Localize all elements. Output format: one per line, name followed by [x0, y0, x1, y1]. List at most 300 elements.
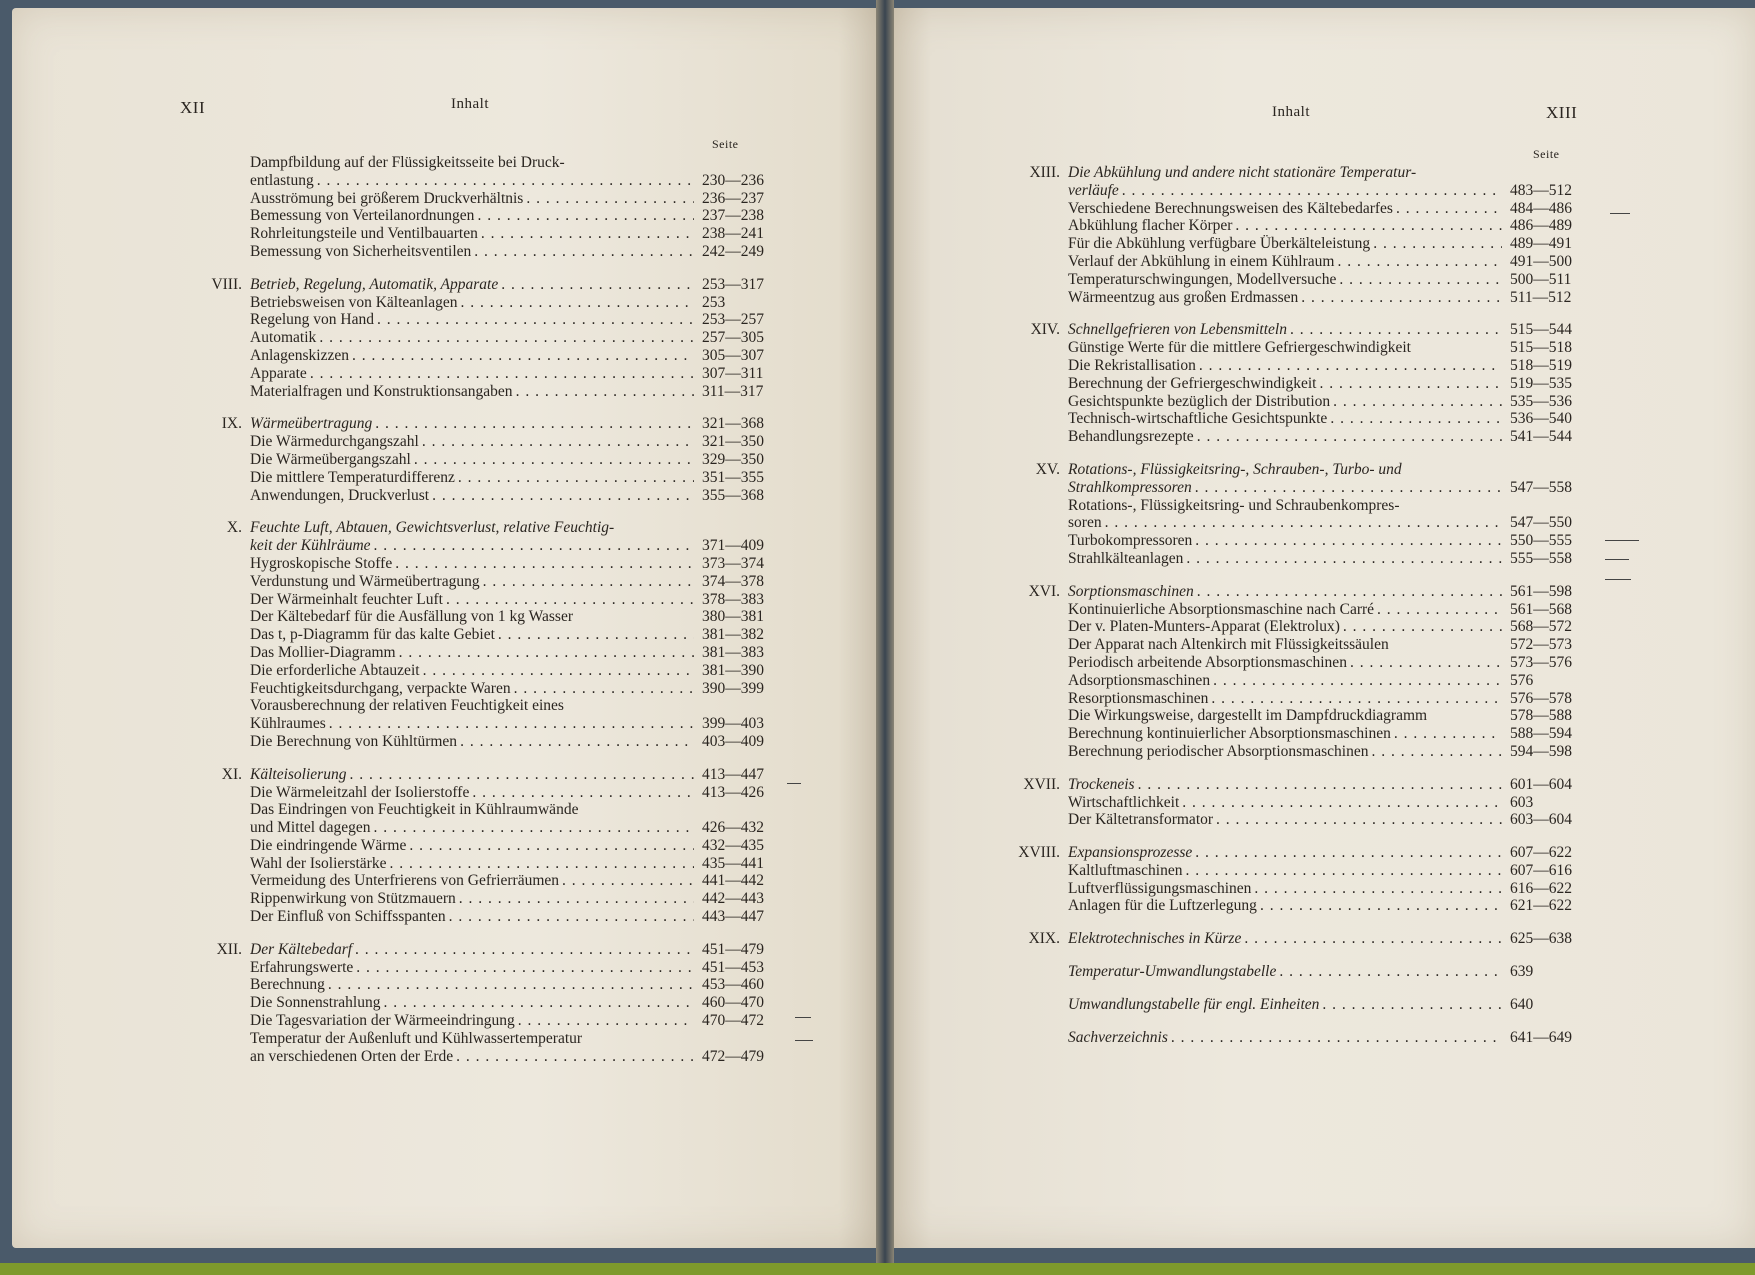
- entry-title: verläufe: [1068, 181, 1119, 199]
- section-gap: [182, 751, 792, 766]
- entry-title: Bemessung von Sicherheitsventilen: [250, 242, 472, 260]
- toc-entry-row: [182, 784, 792, 802]
- toc-entry: [250, 662, 694, 680]
- page-range: 588—594: [1510, 725, 1572, 743]
- toc-entry: [1068, 776, 1502, 794]
- dot-leader: [371, 537, 694, 555]
- page-range: 536—540: [1510, 410, 1572, 428]
- left-seite-label: Seite: [712, 137, 739, 151]
- entry-title: Dampfbildung auf der Flüssigkeitsseite bei Druck-: [250, 154, 565, 171]
- entry-title: Berechnung: [250, 976, 325, 994]
- toc-entry-row: [1000, 743, 1600, 761]
- dot-leader: [478, 225, 694, 243]
- toc-entry: [1068, 963, 1502, 981]
- dot-leader: [1251, 880, 1502, 898]
- toc-entry: [1068, 393, 1502, 411]
- page-range: 460—470: [702, 994, 764, 1012]
- entry-title: Berechnung der Gefriergeschwindigkeit: [1068, 374, 1317, 392]
- dot-leader: [515, 1012, 694, 1030]
- page-range: 601—604: [1510, 775, 1572, 793]
- toc-entry-row: [182, 819, 792, 837]
- page-range: 413—447: [702, 765, 764, 783]
- entry-title: Strahlkälteanlagen: [1068, 549, 1184, 567]
- toc-entry-row: [1000, 200, 1600, 218]
- pencil-mark: [795, 1040, 813, 1041]
- toc-entry: [250, 519, 694, 537]
- toc-entry: [1068, 271, 1502, 289]
- entry-title: Regelung von Hand: [250, 311, 374, 329]
- toc-entry: [1068, 182, 1502, 200]
- toc-entry: [250, 908, 694, 926]
- dot-leader: [511, 680, 694, 698]
- toc-entry-row: [1000, 897, 1600, 915]
- dot-leader: [1391, 725, 1502, 743]
- dot-leader: [374, 311, 694, 329]
- toc-entry: [250, 469, 694, 487]
- book-gutter: [876, 0, 894, 1263]
- page-range: 594—598: [1510, 742, 1572, 760]
- entry-title: Rotations-, Flüssigkeitsring- und Schraubenkompres-: [1068, 496, 1400, 514]
- dot-leader: [325, 976, 694, 994]
- toc-entry: [250, 855, 694, 873]
- dot-leader: [353, 959, 694, 977]
- entry-title: Technisch-wirtschaftliche Gesichtspunkte: [1068, 410, 1328, 428]
- dot-leader: [1347, 654, 1502, 672]
- page-range: 603—604: [1510, 811, 1572, 829]
- dot-leader: [420, 662, 694, 680]
- toc-chapter-row: [182, 766, 792, 784]
- dot-leader: [1168, 1029, 1502, 1047]
- page-range: 257—305: [702, 329, 764, 347]
- toc-entry-row: [1000, 235, 1600, 253]
- toc-entry-row: [182, 1030, 792, 1048]
- pencil-mark: [1605, 559, 1629, 560]
- toc-entry: [250, 190, 694, 208]
- dot-leader: [1135, 776, 1502, 794]
- chapter-number: IX.: [221, 415, 242, 433]
- toc-entry-row: [182, 591, 792, 609]
- toc-entry: [250, 487, 694, 505]
- toc-entry: [1068, 253, 1502, 271]
- entry-title: keit der Kühlräume: [250, 537, 371, 555]
- dot-leader: [314, 172, 694, 190]
- toc-entry: [250, 784, 694, 802]
- toc-entry: [1068, 217, 1502, 235]
- toc-entry: [250, 608, 694, 626]
- toc-chapter-row: [182, 519, 792, 537]
- toc-entry-row: [182, 154, 792, 172]
- toc-entry-row: [1000, 253, 1600, 271]
- dot-leader: [1393, 200, 1502, 218]
- dot-leader: [1327, 410, 1502, 428]
- toc-entry-row: [182, 662, 792, 680]
- toc-entry: [250, 573, 694, 591]
- left-toc: [182, 154, 792, 1065]
- chapter-number: XVII.: [1023, 775, 1060, 793]
- toc-entry-row: [182, 680, 792, 698]
- toc-entry: [1068, 725, 1502, 743]
- entry-title: Anlagenskizzen: [250, 346, 349, 364]
- right-toc: [1000, 164, 1600, 1046]
- toc-entry: [250, 347, 694, 365]
- toc-entry-row: [1000, 794, 1600, 812]
- toc-entry-row: [1000, 479, 1600, 497]
- toc-entry-row: [182, 451, 792, 469]
- entry-title: Das Mollier-Diagramm: [250, 643, 396, 661]
- page-range: 443—447: [702, 908, 764, 926]
- dot-leader: [1298, 289, 1502, 307]
- page-range: 625—638: [1510, 930, 1572, 948]
- page-range: 515—518: [1510, 339, 1572, 357]
- entry-title: Wirtschaftlichkeit: [1068, 793, 1180, 811]
- entry-title: Betrieb, Regelung, Automatik, Apparate: [250, 275, 499, 293]
- dot-leader: [523, 190, 694, 208]
- toc-entry: [250, 1030, 694, 1048]
- toc-entry: [1068, 339, 1502, 357]
- page-range: 547—550: [1510, 514, 1572, 532]
- toc-entry: [250, 890, 694, 908]
- toc-entry-row: [1000, 550, 1600, 568]
- toc-entry: [250, 225, 694, 243]
- entry-title: Periodisch arbeitende Absorptionsmaschinen: [1068, 653, 1347, 671]
- toc-entry-row: [182, 890, 792, 908]
- entry-title: Vermeidung des Unterfrierens von Gefrierräumen: [250, 872, 560, 890]
- entry-title: Hygroskopische Stoffe: [250, 554, 393, 572]
- toc-entry-row: [182, 365, 792, 383]
- toc-entry-row: [1000, 339, 1600, 357]
- toc-entry-row: [1000, 375, 1600, 393]
- page-range: 489—491: [1510, 235, 1572, 253]
- entry-title: Die eindringende Wärme: [250, 836, 407, 854]
- toc-entry: [250, 626, 694, 644]
- dot-leader: [474, 207, 694, 225]
- page-range: 351—355: [702, 468, 764, 486]
- dot-leader: [480, 573, 694, 591]
- page-range: 230—236: [702, 171, 764, 189]
- dot-leader: [396, 644, 694, 662]
- page-range: 639: [1510, 963, 1534, 981]
- page-range: 555—558: [1510, 549, 1572, 567]
- page-range: 561—598: [1510, 582, 1572, 600]
- page-range: 484—486: [1510, 199, 1572, 217]
- page-range: 435—441: [702, 854, 764, 872]
- entry-title: Kühlraumes: [250, 715, 326, 733]
- page-range: 329—350: [702, 450, 764, 468]
- page-range: 550—555: [1510, 532, 1572, 550]
- dot-leader: [1192, 844, 1502, 862]
- toc-entry: [1068, 707, 1502, 725]
- entry-title: Feuchte Luft, Abtauen, Gewichtsverlust, relative Feuchtig-: [250, 519, 615, 537]
- page-range: 236—237: [702, 189, 764, 207]
- page-range: 573—576: [1510, 653, 1572, 671]
- page-range: 399—403: [702, 715, 764, 733]
- toc-entry-row: [1000, 862, 1600, 880]
- entry-title: Bemessung von Verteilanordnungen: [250, 207, 475, 225]
- toc-entry: [250, 872, 694, 890]
- dot-leader: [1257, 897, 1502, 915]
- entry-title: Behandlungsrezepte: [1068, 428, 1194, 446]
- page-range: 640: [1510, 995, 1534, 1013]
- toc-entry-row: [182, 537, 792, 555]
- toc-entry-row: [1000, 217, 1600, 235]
- entry-title: Ausströmung bei größerem Druckverhältnis: [250, 189, 524, 207]
- entry-title: Der Einfluß von Schiffsspanten: [250, 908, 446, 926]
- toc-chapter-row: [182, 415, 792, 433]
- dot-leader: [1183, 550, 1502, 568]
- chapter-number: XI.: [221, 765, 242, 783]
- dot-leader: [307, 365, 694, 383]
- toc-entry: [250, 837, 694, 855]
- entry-title: Verlauf der Abkühlung in einem Kühlraum: [1068, 252, 1335, 270]
- right-page-number: XIII: [1546, 103, 1578, 122]
- dot-leader: [1192, 479, 1502, 497]
- toc-entry: [250, 555, 694, 573]
- toc-entry: [250, 294, 694, 312]
- dot-leader: [406, 837, 694, 855]
- page-range: 432—435: [702, 836, 764, 854]
- toc-entry-row: [182, 994, 792, 1012]
- toc-entry-row: [182, 801, 792, 819]
- toc-entry-row: [1000, 289, 1600, 307]
- toc-entry: [1068, 479, 1502, 497]
- entry-title: Kälteisolierung: [250, 765, 347, 783]
- page-range: 500—511: [1510, 270, 1572, 288]
- dot-leader: [1336, 271, 1502, 289]
- page-range: 390—399: [702, 679, 764, 697]
- toc-entry-row: [182, 347, 792, 365]
- entry-title: an verschiedenen Orten der Erde: [250, 1047, 454, 1065]
- entry-title: Turbokompressoren: [1068, 532, 1193, 550]
- page-range: 253—257: [702, 311, 764, 329]
- entry-title: Temperaturschwingungen, Modellversuche: [1068, 270, 1337, 288]
- dot-leader: [1208, 690, 1502, 708]
- toc-entry: [1068, 601, 1502, 619]
- section-gap: [1000, 761, 1600, 776]
- right-running-head: Inhalt: [1272, 104, 1310, 120]
- section-gap: [182, 400, 792, 415]
- toc-entry: [250, 819, 694, 837]
- dot-leader: [1194, 583, 1502, 601]
- toc-entry-row: [182, 697, 792, 715]
- dot-leader: [1179, 794, 1502, 812]
- dot-leader: [1232, 217, 1502, 235]
- page-range: 519—535: [1510, 374, 1572, 392]
- entry-title: Die Sonnenstrahlung: [250, 994, 381, 1012]
- toc-entry: [1068, 410, 1502, 428]
- toc-entry: [250, 276, 694, 294]
- section-gap: [1000, 981, 1600, 996]
- toc-entry-row: [1000, 182, 1600, 200]
- toc-chapter-row: [1000, 164, 1600, 182]
- toc-entry-row: [182, 1012, 792, 1030]
- entry-title: Der Kältebedarf: [250, 940, 353, 958]
- chapter-number: VIII.: [211, 275, 242, 293]
- page-range: 237—238: [702, 207, 764, 225]
- page-range: 378—383: [702, 590, 764, 608]
- toc-entry: [250, 591, 694, 609]
- dot-leader: [471, 243, 694, 261]
- entry-title: Materialfragen und Konstruktionsangaben: [250, 382, 513, 400]
- entry-title: Expansionsprozesse: [1068, 844, 1193, 862]
- toc-entry-row: [182, 383, 792, 401]
- page-range: 470—472: [702, 1012, 764, 1030]
- toc-entry: [1068, 844, 1502, 862]
- toc-entry-row: [182, 855, 792, 873]
- page-range: 641—649: [1510, 1028, 1572, 1046]
- toc-entry: [250, 715, 694, 733]
- page-range: 451—479: [702, 940, 764, 958]
- toc-entry: [1068, 497, 1502, 515]
- section-gap: [182, 504, 792, 519]
- toc-entry: [250, 733, 694, 751]
- pencil-mark: [1605, 540, 1639, 541]
- entry-title: Berechnung kontinuierlicher Absorptionsmaschinen: [1068, 725, 1391, 743]
- toc-chapter-row: [1000, 583, 1600, 601]
- page-range: 576: [1510, 671, 1534, 689]
- entry-title: Kaltluftmaschinen: [1068, 861, 1183, 879]
- dot-leader: [392, 555, 694, 573]
- entry-title: Die Wärmedurchgangszahl: [250, 433, 419, 451]
- toc-entry: [250, 207, 694, 225]
- entry-title: Automatik: [250, 329, 317, 347]
- entry-title: Für die Abkühlung verfügbare Überkälteleistung: [1068, 235, 1371, 253]
- entry-title: Trockeneis: [1068, 775, 1135, 793]
- page-range: 380—381: [702, 608, 764, 626]
- dot-leader: [1276, 963, 1502, 981]
- toc-entry-row: [182, 225, 792, 243]
- entry-title: Die Wärmeübergangszahl: [250, 450, 411, 468]
- entry-title: Betriebsweisen von Kälteanlagen: [250, 293, 458, 311]
- toc-entry-row: [182, 469, 792, 487]
- toc-entry-row: [1000, 618, 1600, 636]
- page-range: 547—558: [1510, 478, 1572, 496]
- section-gap: [1000, 568, 1600, 583]
- entry-title: Das Eindringen von Feuchtigkeit in Kühlraumwände: [250, 801, 579, 819]
- page-range: 603: [1510, 793, 1534, 811]
- dot-leader: [1119, 182, 1502, 200]
- dot-leader: [429, 487, 694, 505]
- toc-entry-row: [1000, 996, 1600, 1014]
- toc-entry: [1068, 811, 1502, 829]
- toc-chapter-row: [182, 941, 792, 959]
- toc-entry-row: [1000, 636, 1600, 654]
- entry-title: Umwandlungstabelle für engl. Einheiten: [1068, 995, 1320, 1013]
- toc-entry-row: [182, 608, 792, 626]
- entry-title: Elektrotechnisches in Kürze: [1068, 930, 1242, 948]
- entry-title: Die erforderliche Abtauzeit: [250, 661, 420, 679]
- entry-title: Vorausberechnung der relativen Feuchtigkeit eines: [250, 697, 564, 715]
- toc-entry-row: [182, 311, 792, 329]
- toc-entry-row: [1000, 725, 1600, 743]
- dot-leader: [352, 941, 694, 959]
- toc-chapter-row: [1000, 321, 1600, 339]
- pencil-mark: [787, 783, 801, 784]
- entry-title: Die mittlere Temperaturdifferenz: [250, 468, 455, 486]
- entry-title: Temperatur der Außenluft und Kühlwassertemperatur: [250, 1029, 583, 1047]
- page-range: 541—544: [1510, 428, 1572, 446]
- dot-leader: [456, 890, 694, 908]
- pencil-mark: [1610, 213, 1630, 214]
- toc-entry: [250, 994, 694, 1012]
- toc-entry-row: [182, 733, 792, 751]
- page-range: 572—573: [1510, 636, 1572, 654]
- page-range: 576—578: [1510, 689, 1572, 707]
- page-range: 371—409: [702, 537, 764, 555]
- entry-title: Anwendungen, Druckverlust: [250, 486, 430, 504]
- dot-leader: [446, 908, 694, 926]
- page-range: 238—241: [702, 225, 764, 243]
- toc-entry-row: [1000, 1029, 1600, 1047]
- page-range: 441—442: [702, 872, 764, 890]
- toc-entry-row: [1000, 707, 1600, 725]
- page-range: 321—350: [702, 433, 764, 451]
- entry-title: Feuchtigkeitsdurchgang, verpackte Waren: [250, 679, 511, 697]
- toc-entry-row: [182, 976, 792, 994]
- entry-title: Die Wirkungsweise, dargestellt im Dampfdruckdiagramm: [1068, 707, 1428, 725]
- toc-entry-row: [182, 190, 792, 208]
- entry-title: Erfahrungswerte: [250, 958, 354, 976]
- toc-entry: [250, 243, 694, 261]
- entry-title: Wärmeentzug aus großen Erdmassen: [1068, 288, 1299, 306]
- left-page-number: XII: [180, 98, 206, 117]
- dot-leader: [371, 819, 694, 837]
- toc-entry: [250, 311, 694, 329]
- toc-entry: [1068, 461, 1502, 479]
- toc-entry: [1068, 862, 1502, 880]
- entry-title: Resorptionsmaschinen: [1068, 689, 1209, 707]
- dot-leader: [457, 733, 694, 751]
- entry-title: Der Apparat nach Altenkirch mit Flüssigkeitssäulen: [1068, 636, 1389, 654]
- dot-leader: [1192, 532, 1502, 550]
- background-strip: [0, 1263, 1755, 1275]
- left-running-head: Inhalt: [451, 96, 489, 112]
- toc-entry-row: [182, 872, 792, 890]
- section-gap: [1000, 306, 1600, 321]
- page-range: 483—512: [1510, 181, 1572, 199]
- entry-title: Rippenwirkung von Stützmauern: [250, 890, 456, 908]
- page-range: 381—390: [702, 661, 764, 679]
- page-range: 621—622: [1510, 897, 1572, 915]
- entry-title: Adsorptionsmaschinen: [1068, 671, 1211, 689]
- toc-entry: [1068, 654, 1502, 672]
- section-gap: [182, 926, 792, 941]
- toc-entry: [250, 415, 694, 433]
- dot-leader: [1330, 393, 1502, 411]
- dot-leader: [457, 294, 694, 312]
- dot-leader: [1319, 996, 1502, 1014]
- toc-entry-row: [182, 294, 792, 312]
- entry-title: Wärmeübertragung: [250, 415, 373, 433]
- toc-entry-row: [1000, 601, 1600, 619]
- toc-entry: [250, 801, 694, 819]
- toc-entry-row: [182, 908, 792, 926]
- toc-chapter-row: [1000, 776, 1600, 794]
- toc-entry-row: [182, 959, 792, 977]
- dot-leader: [443, 591, 694, 609]
- toc-entry-row: [1000, 654, 1600, 672]
- page-range: 491—500: [1510, 252, 1572, 270]
- page-range: 511—512: [1510, 288, 1572, 306]
- dot-leader: [316, 329, 694, 347]
- toc-entry-row: [182, 487, 792, 505]
- page-range: 451—453: [702, 958, 764, 976]
- toc-entry: [250, 1012, 694, 1030]
- toc-entry: [1068, 930, 1502, 948]
- dot-leader: [1374, 601, 1502, 619]
- toc-entry-row: [182, 433, 792, 451]
- entry-title: Temperatur-Umwandlungstabelle: [1068, 963, 1277, 981]
- toc-entry: [250, 959, 694, 977]
